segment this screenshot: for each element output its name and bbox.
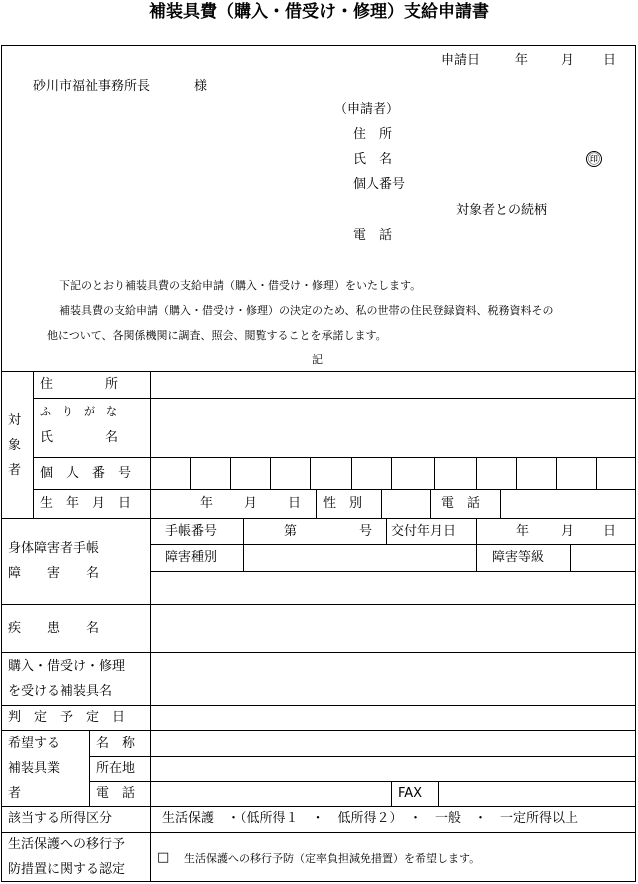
subject-birth-label: 生 年 月 日 (40, 496, 132, 511)
device-label-line-2: を受ける補装具名 (8, 684, 113, 699)
application-day-label: 日 (603, 53, 617, 68)
device-label-line-1: 購入・借受け・修理 (8, 659, 126, 674)
rule (1, 604, 636, 605)
rule (434, 457, 435, 489)
book-number-label: 手帳番号 (165, 524, 218, 539)
rule (476, 457, 477, 489)
statement-line-1: 下記のとおり補装具費の支給申請（購入・借受け・修理）をいたします。 (59, 279, 422, 292)
rule (230, 457, 231, 489)
addressee: 砂川市福祉事務所長 (33, 79, 151, 94)
income-options: 生活保護 ・（低所得１ ・ 低所得２） ・ 一般 ・ 一定所得以上 (162, 811, 579, 826)
disability-name-label: 障 害 名 (8, 566, 100, 581)
applicant-heading: （申請者） (334, 102, 400, 117)
transition-label-line-2: 防措置に関する認定 (8, 862, 126, 877)
birth-year-label: 年 (200, 496, 214, 511)
rule (150, 806, 151, 882)
rule (89, 781, 636, 782)
book-number-dai: 第 (284, 524, 298, 539)
rule (596, 457, 597, 489)
disability-grade-label: 障害等級 (492, 550, 545, 565)
application-date-label: 申請日 (441, 53, 481, 68)
rule (391, 457, 392, 489)
income-label: 該当する所得区分 (8, 811, 113, 826)
ki-mark: 記 (312, 353, 323, 366)
rule (150, 730, 151, 806)
rule (570, 544, 571, 571)
rule (310, 457, 311, 489)
applicant-name-label: 氏 名 (353, 152, 393, 167)
rule (150, 544, 636, 545)
rule (438, 781, 439, 806)
rule (150, 371, 151, 731)
vendor-label-line-1: 希望する (8, 736, 61, 751)
sex-label: 性 別 (323, 496, 363, 511)
transition-checkbox[interactable]: □ (157, 850, 170, 865)
subject-name-label: 氏 名 (40, 430, 119, 445)
transition-label-line-1: 生活保護への移行予 (8, 837, 126, 852)
issue-month-label: 月 (561, 524, 575, 539)
rule (500, 489, 501, 518)
subject-side-label-1: 対 (8, 413, 22, 428)
book-number-go: 号 (359, 524, 373, 539)
vendor-label-line-3: 者 (8, 786, 22, 801)
judgement-date-label: 判 定 予 定 日 (8, 710, 126, 725)
rule (33, 398, 636, 399)
form-title: 補装具費（購入・借受け・修理）支給申請書 (149, 2, 489, 22)
seal-mark: ㊞ (587, 152, 600, 166)
statement-line-2: 補装具費の支給申請（購入・借受け・修理）の決定のため、私の世帯の住民登録資料、税務資料その (59, 304, 554, 317)
subject-side-label-2: 象 (8, 438, 22, 453)
rule (391, 781, 392, 806)
subject-my-number-label: 個 人 番 号 (40, 466, 132, 481)
birth-day-label: 日 (288, 496, 302, 511)
vendor-location-label: 所在地 (96, 761, 136, 776)
rule (316, 489, 317, 518)
rule (33, 489, 636, 490)
rule (556, 457, 557, 489)
rule (381, 489, 382, 518)
rule (1, 705, 636, 706)
rule (33, 371, 34, 518)
rule (1, 518, 636, 519)
applicant-my-number-label: 個人番号 (353, 177, 406, 192)
rule (270, 457, 271, 489)
rule (1, 730, 636, 731)
issue-year-label: 年 (516, 524, 530, 539)
rule (1, 832, 636, 833)
rule (89, 730, 90, 806)
disability-type-label: 障害種別 (165, 550, 218, 565)
subject-furigana-label: ふ り が な (40, 405, 117, 418)
rule (386, 518, 387, 544)
subject-side-label-3: 者 (8, 463, 22, 478)
rule (33, 457, 636, 458)
vendor-fax-label: FAX (398, 786, 423, 801)
rule (1, 652, 636, 653)
issue-date-label: 交付年月日 (391, 524, 457, 539)
applicant-phone-label: 電 話 (353, 228, 393, 243)
rule (150, 571, 636, 572)
relation-label: 対象者との続柄 (456, 203, 548, 218)
statement-line-3: 他について、各関係機関に調査、照会、閲覧することを承諾します。 (47, 329, 387, 342)
disease-label: 疾 患 名 (8, 621, 100, 636)
rule (1, 806, 636, 807)
addressee-honorific: 様 (194, 79, 208, 94)
rule (243, 518, 244, 571)
rule (89, 756, 636, 757)
rule (190, 457, 191, 489)
rule (1, 371, 636, 372)
disability-book-label: 身体障害者手帳 (8, 541, 100, 556)
rule (430, 489, 431, 518)
rule (516, 457, 517, 489)
application-month-label: 月 (561, 53, 575, 68)
subject-phone-label: 電 話 (441, 496, 481, 511)
transition-text: 生活保護への移行予防（定率負担減免措置）を希望します。 (184, 852, 481, 865)
applicant-address-label: 住 所 (353, 127, 393, 142)
rule (351, 457, 352, 489)
birth-month-label: 月 (244, 496, 258, 511)
vendor-label-line-2: 補装具業 (8, 761, 61, 776)
rule (476, 518, 477, 571)
subject-address-label: 住 所 (40, 377, 119, 392)
issue-day-label: 日 (603, 524, 617, 539)
vendor-phone-label: 電 話 (96, 786, 136, 801)
application-year-label: 年 (515, 53, 529, 68)
vendor-name-label: 名 称 (96, 736, 136, 751)
